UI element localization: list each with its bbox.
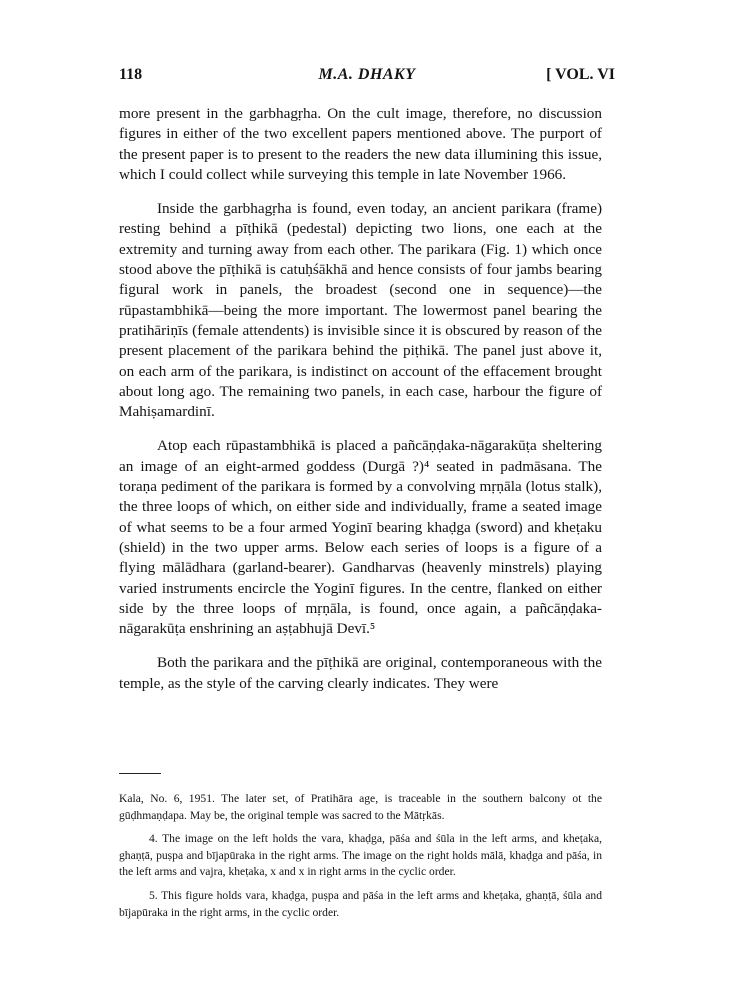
- page-number: 118: [119, 66, 143, 83]
- paragraph-2: Inside the garbhagṛha is found, even today, an ancient parikara (frame) resting behind a pīṭhikā (pedestal) depicting two lions, one each at the extremity and turning away from each other. The parikara (Fig. 1) which once stood above the pīṭhikā is catuḥśākhā and hence consists of four jambs bearing figural work in panels, the broadest (second one in sequence)—the rūpastambhikā—being the more important. The lowermost panel bearing the pratihāriṇīs (female attendents) is invisible since it is obscured by reason of the present placement of the parikara behind the piṭhikā. The panel just above it, on each arm of the parikara, is indistinct on account of the effacement brought about long ago. The remaining two panels, in each case, harbour the figure of Mahiṣamardinī.: [119, 200, 602, 421]
- footnote-5: 5. This figure holds vara, khaḍga, puṣpa and pāśa in the left arms and kheṭaka, ghaṇṭā, śūla and bījapūraka in the right arms, in the cyclic order.: [119, 888, 602, 919]
- running-title: M.A. DHAKY: [318, 66, 416, 83]
- paragraph-3: Atop each rūpastambhikā is placed a pañcāṇḍaka-nāgarakūṭa sheltering an image of an eight-armed goddess (Durgā ?)⁴ seated in padmāsana. The toraṇa pediment of the parikara is formed by a convolving mṛṇāla (lotus stalk), the three loops of which, on either side and individually, frame a seated image of what seems to be a four armed Yoginī bearing khaḍga (sword) and kheṭaku (shield) in the two upper arms. Below each series of loops is a figure of a flying mālādhara (garland-bearer). Gandharvas (heavenly minstrels) playing varied instruments encircle the Yoginī figures. In the centre, flanked on either side by the three loops of mṛṇāla, is found, once again, a pañcāṇḍaka-nāgarakūṭa enshrining an aṣṭabhujā Devī.⁵: [119, 437, 602, 638]
- page-header: [119, 66, 615, 88]
- footnote-4: 4. The image on the left holds the vara, khaḍga, pāśa and śūla in the left arms, and kheṭaka, ghaṇṭā, puṣpa and bījapūraka in the right arms. The image on the right holds mālā, khaḍga and pāśa, in the left arms and vajra, kheṭaka, x and x in right arms in the cyclic order.: [119, 832, 602, 879]
- footnote-divider: [119, 773, 161, 774]
- volume-label: [ VOL. VI: [546, 66, 615, 83]
- footnote-continued: Kala, No. 6, 1951. The later set, of Pratihāra age, is traceable in the southern balcony ot the gūḍhmaṇḍapa. May be, the original temple was sacred to the Mātṛkās.: [119, 792, 602, 822]
- body-text: [119, 104, 602, 708]
- paragraph-1: more present in the garbhagṛha. On the cult image, therefore, no discussion figures in either of the two excellent papers mentioned above. The purport of the present paper is to present to the readers the new data illumining this issue, which I could collect while surveying this temple in late November 1966.: [119, 105, 602, 183]
- paragraph-4: Both the parikara and the pīṭhikā are original, contemporaneous with the temple, as the style of the carving clearly indicates. They were: [119, 654, 602, 692]
- footnotes: [119, 791, 602, 928]
